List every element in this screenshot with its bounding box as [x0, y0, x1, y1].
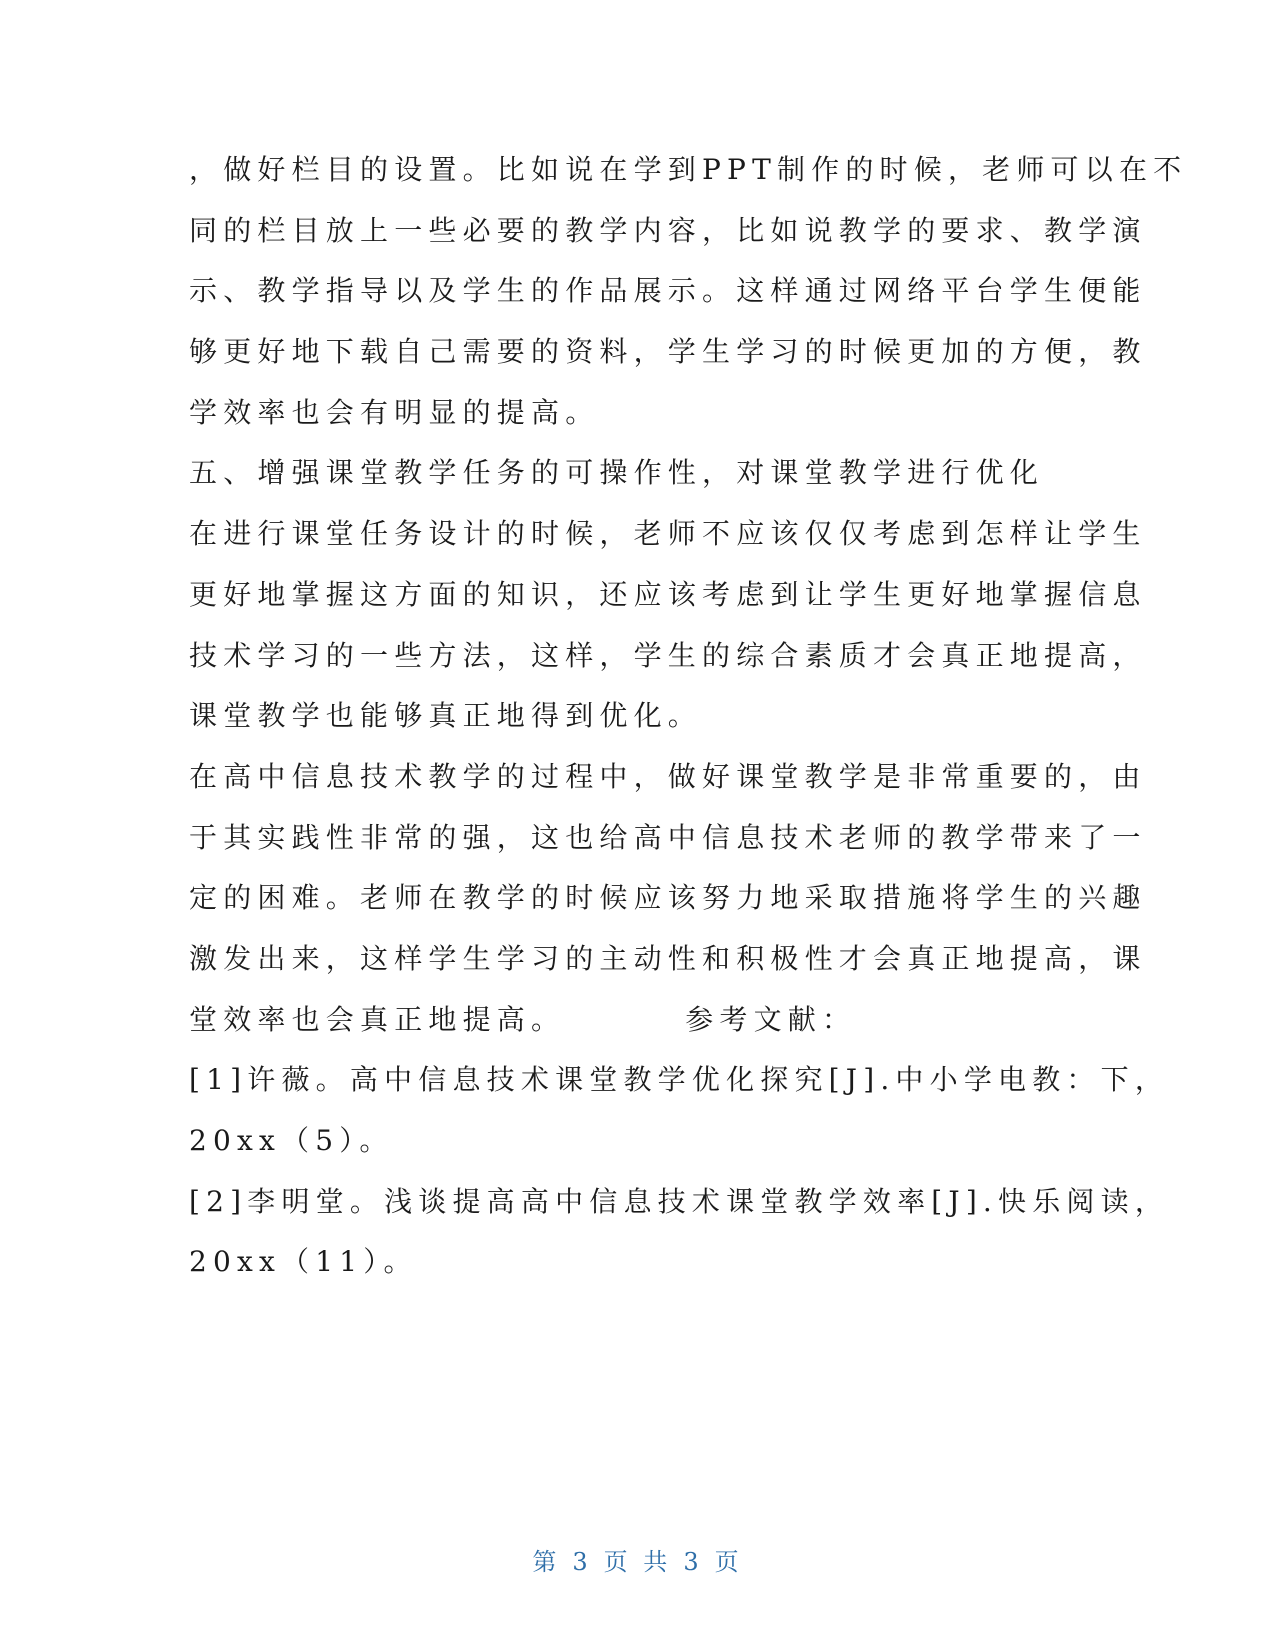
body-line: 于其实践性非常的强，这也给高中信息技术老师的教学带来了一	[189, 820, 1147, 854]
body-line: 示、教学指导以及学生的作品展示。这样通过网络平台学生便能	[189, 274, 1147, 308]
body-line-with-references-heading	[189, 990, 1089, 1051]
body-line: 课堂教学也能够真正地得到优化。	[189, 699, 703, 733]
body-line-text: 堂效率也会真正地提高。	[189, 1002, 566, 1036]
reference-item: 20xx（11）。	[189, 1245, 418, 1279]
body-line: 学效率也会有明显的提高。	[189, 395, 600, 429]
body-line: 同的栏目放上一些必要的教学内容，比如说教学的要求、教学演	[189, 213, 1147, 247]
body-line: 在进行课堂任务设计的时候，老师不应该仅仅考虑到怎样让学生	[189, 517, 1147, 551]
body-line: 定的困难。老师在教学的时候应该努力地采取措施将学生的兴趣	[189, 881, 1147, 915]
page-footer	[0, 1542, 1275, 1577]
body-line: 在高中信息技术教学的过程中，做好课堂教学是非常重要的，由	[189, 759, 1147, 793]
page-label-suffix: 页	[714, 1548, 743, 1576]
page-label-prefix: 第	[532, 1548, 561, 1576]
body-line: 更好地掌握这方面的知识，还应该考虑到让学生更好地掌握信息	[189, 577, 1147, 611]
page-number: 3	[572, 1548, 592, 1576]
reference-item: [1]许薇。高中信息技术课堂教学优化探究[J].中小学电教：下，	[189, 1063, 1170, 1097]
total-pages: 3	[683, 1548, 703, 1576]
body-line: 技术学习的一些方法，这样，学生的综合素质才会真正地提高，	[189, 638, 1147, 672]
page-label-mid: 页 共	[603, 1548, 672, 1576]
body-line: 够更好地下载自己需要的资料，学生学习的时候更加的方便，教	[189, 335, 1147, 369]
body-line: ，做好栏目的设置。比如说在学到PPT制作的时候，老师可以在不	[189, 153, 1188, 186]
reference-item: [2]李明堂。浅谈提高高中信息技术课堂教学效率[J].快乐阅读，	[189, 1184, 1170, 1218]
body-line: 激发出来，这样学生学习的主动性和积极性才会真正地提高，课	[189, 941, 1147, 975]
reference-item: 20xx（5）。	[189, 1124, 394, 1157]
document-body	[189, 140, 1188, 1293]
references-heading: 参考文献：	[685, 1002, 857, 1036]
section-heading: 五、增强课堂教学任务的可操作性，对课堂教学进行优化	[189, 456, 1045, 490]
